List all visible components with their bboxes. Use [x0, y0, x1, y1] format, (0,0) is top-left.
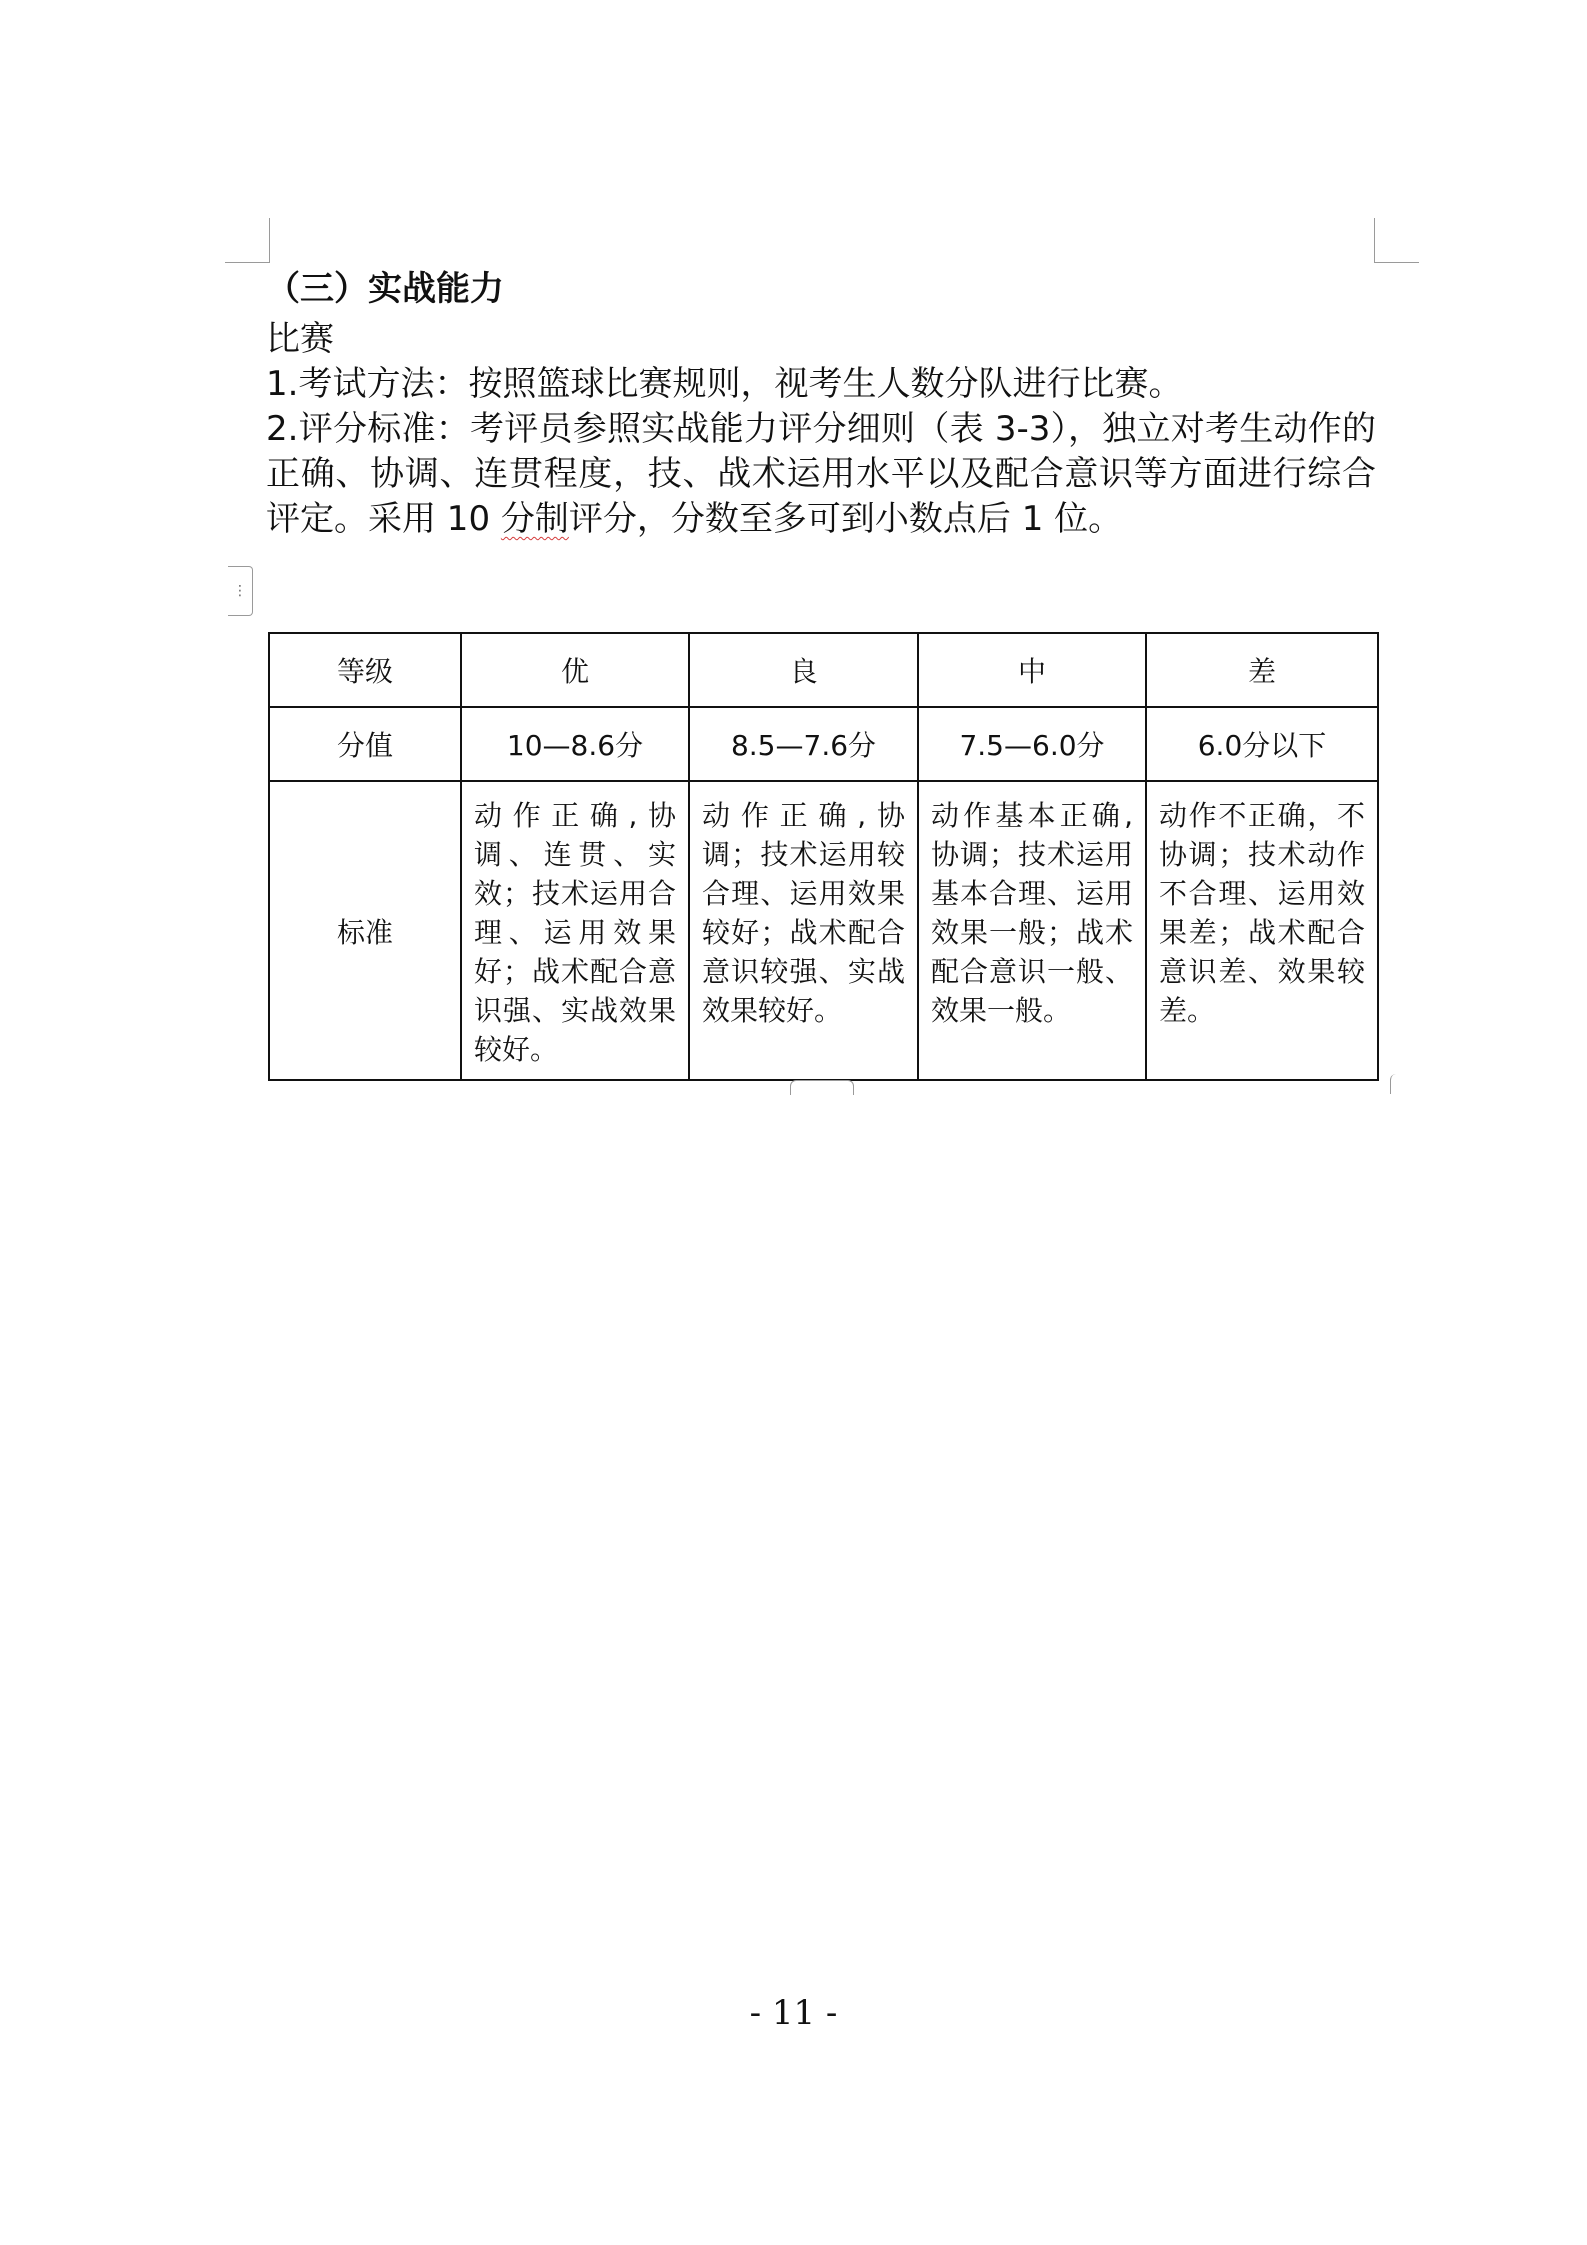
margin-mark: [1390, 1074, 1397, 1094]
table-row-score: [269, 707, 1378, 781]
header-cell-good: 良: [689, 633, 918, 707]
table-header-row: [269, 633, 1378, 707]
standard-cell-good: 动作正确,协调；技术运用较合理、运用效果较好；战术配合意识较强、实战效果较好。: [689, 781, 918, 1080]
page-number: - 11 -: [749, 1993, 838, 2033]
score-label-cell: 分值: [269, 707, 461, 781]
table-row-standard: [269, 781, 1378, 1080]
spelling-flagged-word[interactable]: 分制: [500, 499, 569, 539]
score-cell-good: 8.5—7.6分: [689, 707, 918, 781]
score-cell-poor: 6.0分以下: [1146, 707, 1378, 781]
header-cell-average: 中: [918, 633, 1146, 707]
criteria-paragraph: [266, 407, 1376, 542]
top-left-crop-mark: [225, 218, 270, 263]
score-cell-excellent: 10—8.6分: [461, 707, 689, 781]
standard-cell-average: 动作基本正确,协调；技术运用基本合理、运用效果一般；战术配合意识一般、效果一般。: [918, 781, 1146, 1080]
section-title: （三）实战能力: [266, 269, 504, 309]
header-cell-grade: 等级: [269, 633, 461, 707]
header-cell-excellent: 优: [461, 633, 689, 707]
subsection-title: 比赛: [266, 319, 334, 359]
standard-cell-excellent: 动作正确,协调、连贯、实效；技术运用合理、运用效果好；战术配合意识强、实战效果较好。: [461, 781, 689, 1080]
method-paragraph: 1.考试方法：按照篮球比赛规则，视考生人数分队进行比赛。: [266, 364, 1183, 404]
table-move-handle-icon[interactable]: ⋮: [228, 566, 253, 616]
criteria-text-after: 评分，分数至多可到小数点后 1 位。: [568, 499, 1123, 539]
score-cell-average: 7.5—6.0分: [918, 707, 1146, 781]
standard-cell-poor: 动作不正确，不协调；技术动作不合理、运用效果差；战术配合意识差、效果较差。: [1146, 781, 1378, 1080]
body-text: [266, 262, 1376, 542]
standard-label-cell: 标准: [269, 781, 461, 1080]
page-break-tab: [790, 1080, 854, 1095]
header-cell-poor: 差: [1146, 633, 1378, 707]
top-right-crop-mark: [1374, 218, 1419, 263]
criteria-text-before: 2.评分标准：考评员参照实战能力评分细则（表 3-3），独立对考生动作的正确、协调、连贯程度，技、战术运用水平以及配合意识等方面进行综合评定。采用 10: [266, 409, 1376, 539]
scoring-table: [268, 632, 1379, 1081]
